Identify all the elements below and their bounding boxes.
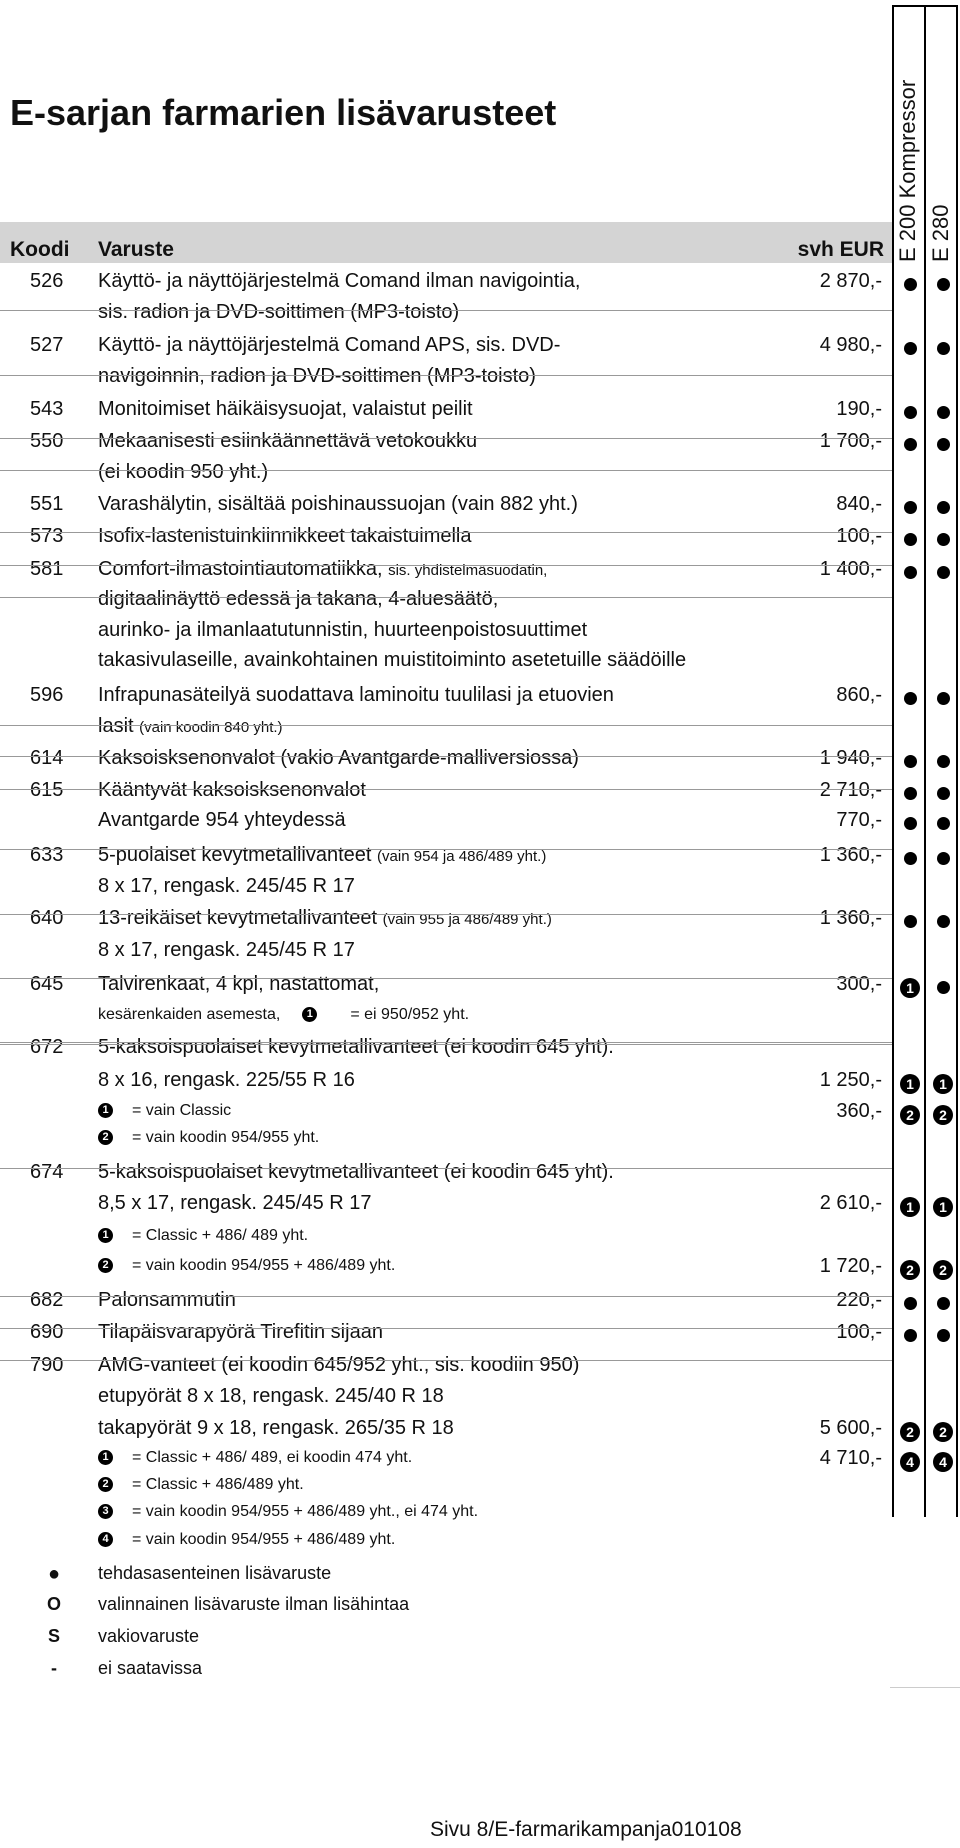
legend-symbol: O <box>46 1594 61 1614</box>
availability-mark <box>926 1073 960 1094</box>
availability-mark <box>893 813 927 833</box>
standard-dot-icon <box>904 692 917 705</box>
standard-dot-icon <box>904 501 917 514</box>
description-text: Kaksoisksenonvalot (vakio Avantgarde-malliversiossa) <box>98 747 579 769</box>
footnote-text: kesärenkaiden asemesta, <box>98 1006 281 1023</box>
standard-dot-icon <box>904 342 917 355</box>
row-separator <box>0 1042 892 1043</box>
standard-dot-icon <box>904 755 917 768</box>
footnote-text: = vain koodin 954/955 + 486/489 yht. <box>132 1531 396 1548</box>
description-text: Infrapunasäteilyä suodattava laminoitu tuulilasi ja etuovien <box>98 684 614 706</box>
item-code: 790 <box>30 1354 64 1376</box>
row-separator <box>0 1360 892 1361</box>
legend-row <box>0 1563 700 1587</box>
item-description <box>98 1289 236 1312</box>
item-code: 633 <box>30 844 64 866</box>
item-description <box>98 1321 383 1344</box>
item-description <box>98 270 580 293</box>
availability-mark <box>926 1451 960 1472</box>
item-description <box>98 747 579 770</box>
page-footer: Sivu 8/E-farmarikampanja010108 <box>430 1818 742 1841</box>
availability-mark <box>926 688 960 708</box>
standard-dot-icon <box>937 755 950 768</box>
item-description <box>98 907 552 930</box>
item-code: 526 <box>30 270 64 292</box>
availability-mark <box>893 1421 927 1442</box>
item-description <box>98 875 355 898</box>
item-price: 4 980,- <box>819 334 882 356</box>
legend-text: vakiovaruste <box>98 1626 200 1646</box>
availability-mark <box>893 977 927 998</box>
availability-mark <box>893 848 927 868</box>
availability-mark <box>926 338 960 358</box>
availability-mark <box>893 1073 927 1094</box>
row-separator <box>0 978 892 979</box>
availability-mark <box>893 562 927 582</box>
item-price: 190,- <box>836 398 882 420</box>
item-code: 550 <box>30 430 64 452</box>
availability-mark <box>926 497 960 517</box>
option-number-icon: 2 <box>933 1260 953 1280</box>
legend-row <box>0 1626 700 1650</box>
availability-mark <box>926 529 960 549</box>
description-text: 8 x 16, rengask. 225/55 R 16 <box>98 1069 355 1091</box>
availability-mark <box>893 688 927 708</box>
description-text: Comfort-ilmastointiautomatiikka, <box>98 558 389 580</box>
description-text: takasivulaseille, avainkohtainen muistitoiminto asetetuille säädöille <box>98 649 687 671</box>
availability-mark <box>926 911 960 931</box>
row-separator <box>0 849 892 850</box>
availability-mark <box>926 1259 960 1280</box>
standard-dot-icon <box>904 566 917 579</box>
legend-symbol: ● <box>47 1563 61 1585</box>
standard-dot-icon <box>904 1297 917 1310</box>
item-description <box>98 493 578 516</box>
legend-text: ei saatavissa <box>98 1658 203 1678</box>
item-description <box>98 939 355 962</box>
item-description <box>98 1385 444 1408</box>
description-text: 5-puolaiset kevytmetallivanteet <box>98 844 378 866</box>
item-code: 674 <box>30 1161 64 1183</box>
description-text: 5-kaksoispuolaiset kevytmetallivanteet (ei koodin 645 yht). <box>98 1161 614 1183</box>
item-code: 581 <box>30 558 64 580</box>
availability-mark <box>926 1104 960 1125</box>
item-price: 1 250,- <box>819 1069 882 1091</box>
item-description <box>98 619 587 642</box>
description-note: sis. yhdistelmäsuodatin, <box>388 562 548 579</box>
legend-row <box>0 1658 700 1682</box>
availability-mark <box>893 751 927 771</box>
column-header-item: Varuste <box>98 238 174 261</box>
description-text: 8 x 17, rengask. 245/45 R 17 <box>98 939 355 961</box>
item-price: 770,- <box>836 809 882 831</box>
option-footnote <box>98 1449 412 1467</box>
row-separator <box>0 789 892 790</box>
standard-dot-icon <box>904 278 917 291</box>
standard-dot-icon <box>937 817 950 830</box>
footnote-number-icon: 2 <box>98 1258 113 1273</box>
description-text: Tilapäisvarapyörä Tirefitin sijaan <box>98 1321 383 1343</box>
item-description <box>98 1354 579 1377</box>
availability-mark <box>926 562 960 582</box>
footnote-number-icon: 1 <box>302 1007 317 1022</box>
standard-dot-icon <box>937 1297 950 1310</box>
description-text: 8 x 17, rengask. 245/45 R 17 <box>98 875 355 897</box>
footnote-marker <box>98 1531 132 1549</box>
footnote-text: = vain koodin 954/955 + 486/489 yht. <box>132 1257 396 1274</box>
option-number-icon: 2 <box>900 1105 920 1125</box>
availability-mark <box>893 1104 927 1125</box>
item-code: 573 <box>30 525 64 547</box>
standard-dot-icon <box>904 852 917 865</box>
availability-mark <box>926 1293 960 1313</box>
row-separator <box>0 470 892 471</box>
item-code: 527 <box>30 334 64 356</box>
item-description <box>98 588 498 611</box>
standard-dot-icon <box>937 787 950 800</box>
standard-dot-icon <box>937 342 950 355</box>
footnote-number-icon: 1 <box>98 1103 113 1118</box>
availability-mark <box>926 813 960 833</box>
availability-mark <box>893 529 927 549</box>
footnote-text: = vain koodin 954/955 yht. <box>132 1129 320 1146</box>
item-code: 640 <box>30 907 64 929</box>
row-separator <box>0 725 892 726</box>
option-number-icon: 2 <box>900 1422 920 1442</box>
column-header-code: Koodi <box>10 238 70 261</box>
availability-mark <box>893 402 927 422</box>
footnote-number-icon: 2 <box>98 1477 113 1492</box>
availability-mark <box>893 783 927 803</box>
availability-mark <box>926 848 960 868</box>
option-footnote <box>98 1503 478 1521</box>
item-description <box>98 649 686 672</box>
option-number-icon: 1 <box>933 1197 953 1217</box>
description-text: 5-kaksoispuolaiset kevytmetallivanteet (ei koodin 645 yht). <box>98 1036 614 1058</box>
item-price: 2 870,- <box>819 270 882 292</box>
row-separator <box>0 375 892 376</box>
availability-mark <box>926 751 960 771</box>
item-code: 682 <box>30 1289 64 1311</box>
footnote-marker <box>98 1503 132 1521</box>
footnote-text: = Classic + 486/ 489, ei koodin 474 yht. <box>132 1449 413 1466</box>
row-separator <box>0 532 892 533</box>
availability-mark <box>926 1196 960 1217</box>
availability-mark <box>926 977 960 997</box>
item-description <box>98 398 473 421</box>
standard-dot-icon <box>904 817 917 830</box>
page-title: E-sarjan farmarien lisävarusteet <box>10 92 557 133</box>
description-text: Monitoimiset häikäisysuojat, valaistut peilit <box>98 398 473 420</box>
availability-mark <box>893 497 927 517</box>
standard-dot-icon <box>904 438 917 451</box>
item-price: 1 700,- <box>819 430 882 452</box>
item-code: 672 <box>30 1036 64 1058</box>
row-separator <box>0 1296 892 1297</box>
row-separator <box>0 565 892 566</box>
footnote-marker <box>98 1476 132 1494</box>
standard-dot-icon <box>937 501 950 514</box>
description-text: (ei koodin 950 yht.) <box>98 461 269 483</box>
availability-mark <box>893 434 927 454</box>
description-note: (vain koodin 840 yht.) <box>139 719 283 736</box>
item-description <box>98 1036 614 1059</box>
item-price: 220,- <box>836 1289 882 1311</box>
option-number-icon: 1 <box>933 1074 953 1094</box>
item-description <box>98 1192 372 1215</box>
item-code: 614 <box>30 747 64 769</box>
item-description <box>98 301 459 324</box>
standard-dot-icon <box>937 981 950 994</box>
description-text: sis. radion ja DVD-soittimen (MP3-toisto) <box>98 301 460 323</box>
row-separator <box>0 1168 892 1169</box>
item-description <box>98 973 379 996</box>
standard-dot-icon <box>937 278 950 291</box>
row-separator <box>0 438 892 439</box>
description-note: (vain 954 ja 486/489 yht.) <box>377 848 547 865</box>
footnote-text: = ei 950/952 yht. <box>350 1006 470 1023</box>
item-price: 360,- <box>836 1100 882 1122</box>
row-separator <box>0 1328 892 1329</box>
description-text: Käyttö- ja näyttöjärjestelmä Comand APS, sis. DVD- <box>98 334 561 356</box>
option-number-icon: 2 <box>933 1105 953 1125</box>
column-header-price: svh EUR <box>797 238 884 261</box>
description-text: Kääntyvät kaksoisksenonvalot <box>98 779 366 801</box>
description-note: (vain 955 ja 486/489 yht.) <box>382 911 552 928</box>
footnote-number-icon: 4 <box>98 1532 113 1547</box>
item-description <box>98 809 346 832</box>
description-text: AMG-vanteet (ei koodin 645/952 yht., sis. koodiin 950) <box>98 1354 580 1376</box>
legend-text: valinnainen lisävaruste ilman lisähintaa <box>98 1594 410 1614</box>
item-description <box>98 1069 355 1092</box>
availability-mark <box>926 783 960 803</box>
item-price: 300,- <box>836 973 882 995</box>
item-code: 551 <box>30 493 64 515</box>
footnote-marker <box>98 1102 132 1120</box>
item-description <box>98 430 477 453</box>
footnote-text: = Classic + 486/489 yht. <box>132 1476 304 1493</box>
availability-mark <box>893 1259 927 1280</box>
column-header-model-1: E 200 Kompressor <box>895 79 920 262</box>
footnote-marker <box>98 1449 132 1467</box>
item-price: 5 600,- <box>819 1417 882 1439</box>
description-text: takapyörät 9 x 18, rengask. 265/35 R 18 <box>98 1417 454 1439</box>
availability-mark <box>893 1451 927 1472</box>
footnote-marker <box>98 1227 132 1245</box>
standard-dot-icon <box>904 406 917 419</box>
footnote-text: = vain Classic <box>132 1102 232 1119</box>
row-separator <box>0 914 892 915</box>
legend-row <box>0 1594 700 1618</box>
description-text: Avantgarde 954 yhteydessä <box>98 809 346 831</box>
item-description <box>98 715 283 738</box>
item-price: 840,- <box>836 493 882 515</box>
row-separator <box>0 756 892 757</box>
footnote-marker <box>98 1257 132 1275</box>
option-number-icon: 2 <box>900 1260 920 1280</box>
description-text: etupyörät 8 x 18, rengask. 245/40 R 18 <box>98 1385 444 1407</box>
option-footnote <box>98 1227 308 1245</box>
footnote-marker <box>98 1129 132 1147</box>
item-description <box>98 558 547 581</box>
availability-mark <box>893 1293 927 1313</box>
item-description <box>98 461 268 484</box>
description-text: Palonsammutin <box>98 1289 236 1311</box>
item-description <box>98 365 536 388</box>
footnote-text: = vain koodin 954/955 + 486/489 yht., ei 474 yht. <box>132 1503 479 1520</box>
standard-dot-icon <box>904 533 917 546</box>
description-text: digitaalinäyttö edessä ja takana, 4-aluesäätö, <box>98 588 499 610</box>
description-text: lasit <box>98 715 140 737</box>
description-text: Mekaanisesti esiinkäännettävä vetokoukku <box>98 430 478 452</box>
standard-dot-icon <box>904 1329 917 1342</box>
standard-dot-icon <box>904 787 917 800</box>
availability-mark <box>893 274 927 294</box>
row-separator <box>0 1044 892 1045</box>
description-text: 13-reikäiset kevytmetallivanteet <box>98 907 383 929</box>
column-header-model-2: E 280 <box>928 204 953 262</box>
standard-dot-icon <box>937 915 950 928</box>
standard-dot-icon <box>937 692 950 705</box>
item-code: 543 <box>30 398 64 420</box>
availability-mark <box>926 434 960 454</box>
footnote-number-icon: 3 <box>98 1504 113 1519</box>
legend-symbol: S <box>47 1626 60 1646</box>
availability-mark <box>926 1421 960 1442</box>
item-price: 1 400,- <box>819 558 882 580</box>
availability-mark <box>893 1325 927 1345</box>
option-footnote <box>98 1129 319 1147</box>
item-description <box>98 684 614 707</box>
item-description <box>98 844 546 867</box>
item-code: 645 <box>30 973 64 995</box>
item-price: 100,- <box>836 1321 882 1343</box>
standard-dot-icon <box>937 406 950 419</box>
availability-mark <box>926 1325 960 1345</box>
option-number-icon: 1 <box>900 1074 920 1094</box>
option-number-icon: 2 <box>933 1422 953 1442</box>
standard-dot-icon <box>937 438 950 451</box>
item-price: 1 360,- <box>819 907 882 929</box>
availability-mark <box>893 338 927 358</box>
description-text: navigoinnin, radion ja DVD-soittimen (MP3-toisto) <box>98 365 536 387</box>
availability-mark <box>926 402 960 422</box>
standard-dot-icon <box>937 1329 950 1342</box>
description-text: Käyttö- ja näyttöjärjestelmä Comand ilman navigointia, <box>98 270 581 292</box>
item-description <box>98 779 366 802</box>
row-separator <box>0 597 892 598</box>
availability-mark <box>893 911 927 931</box>
item-code: 615 <box>30 779 64 801</box>
item-price: 100,- <box>836 525 882 547</box>
description-text: aurinko- ja ilmanlaatutunnistin, huurteenpoistosuuttimet <box>98 619 588 641</box>
item-code: 596 <box>30 684 64 706</box>
row-separator <box>0 310 892 311</box>
item-price: 2 610,- <box>819 1192 882 1214</box>
legend-text: tehdasasenteinen lisävaruste <box>98 1563 332 1583</box>
option-footnote <box>98 1476 304 1494</box>
option-number-icon: 1 <box>900 1197 920 1217</box>
description-text: Varashälytin, sisältää poishinaussuojan (vain 882 yht.) <box>98 493 578 515</box>
footnote-number-icon: 2 <box>98 1130 113 1145</box>
item-price: 1 720,- <box>819 1255 882 1277</box>
item-description <box>98 1161 614 1184</box>
standard-dot-icon <box>904 915 917 928</box>
decorative-rule <box>890 1687 960 1688</box>
description-text: Isofix-lastenistuinkiinnikkeet takaistuimella <box>98 525 472 547</box>
item-price: 1 360,- <box>819 844 882 866</box>
item-price: 1 940,- <box>819 747 882 769</box>
standard-dot-icon <box>937 852 950 865</box>
standard-dot-icon <box>937 533 950 546</box>
option-footnote <box>98 1531 395 1549</box>
description-text: Talvirenkaat, 4 kpl, nastattomat, <box>98 973 380 995</box>
footnote-text: = Classic + 486/ 489 yht. <box>132 1227 309 1244</box>
option-footnote <box>98 1102 231 1120</box>
item-price: 4 710,- <box>819 1447 882 1469</box>
option-footnote <box>98 1257 395 1275</box>
footnote-number-icon: 1 <box>98 1228 113 1243</box>
description-text: 8,5 x 17, rengask. 245/45 R 17 <box>98 1192 372 1214</box>
legend-symbol: - <box>51 1658 57 1678</box>
footnote-number-icon: 1 <box>98 1450 113 1465</box>
standard-dot-icon <box>937 566 950 579</box>
footnote-marker <box>302 1006 336 1024</box>
option-number-icon: 4 <box>900 1452 920 1472</box>
availability-mark <box>926 274 960 294</box>
item-price: 2 710,- <box>819 779 882 801</box>
item-description <box>98 1417 454 1440</box>
item-description <box>98 525 472 548</box>
option-number-icon: 4 <box>933 1452 953 1472</box>
item-description <box>98 334 560 357</box>
option-footnote <box>98 1006 469 1024</box>
availability-mark <box>893 1196 927 1217</box>
option-number-icon: 1 <box>900 978 920 998</box>
item-code: 690 <box>30 1321 64 1343</box>
item-price: 860,- <box>836 684 882 706</box>
